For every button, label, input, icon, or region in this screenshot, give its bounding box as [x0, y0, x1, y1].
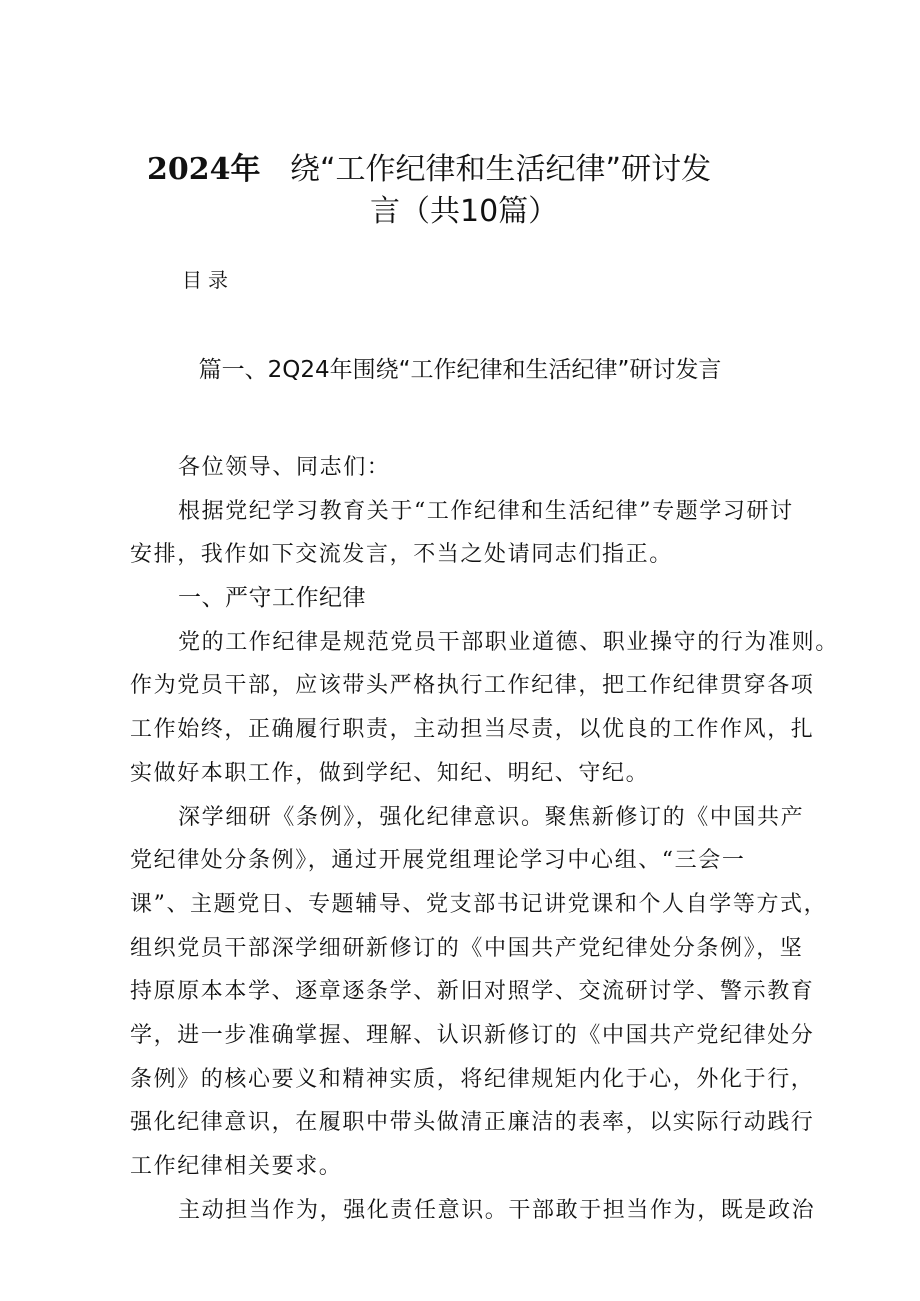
paragraph-line: 党纪律处分条例》，通过开展党组理论学习中心组、“三会一 — [130, 848, 746, 874]
doc-title-line2: 言（共10篇） — [370, 194, 559, 229]
paragraph-line: 党的工作纪律是规范党员干部职业道德、职业操守的行为准则。 — [178, 629, 839, 655]
toc-label: 目录 — [182, 268, 234, 292]
paragraph-line: 根据党纪学习教育关于“工作纪律和生活纪律”专题学习研讨 — [178, 498, 794, 524]
paragraph-line: 安排，我作如下交流发言，不当之处请同志们指正。 — [130, 542, 673, 568]
paragraph-line: 工作纪律相关要求。 — [130, 1154, 343, 1179]
paragraph-line: 组织党员干部深学细研新修订的《中国共产党纪律处分条例》，坚 — [130, 935, 804, 961]
paragraph-line: 条例》的核心要义和精神实质，将纪律规矩内化于心，外化于行， — [130, 1066, 815, 1092]
doc-title-part1: 2024年 — [147, 152, 261, 187]
doc-title-part2: 绕“工作纪律和生活纪律”研讨发 — [290, 152, 712, 187]
paragraph-line: 工作始终，正确履行职责，主动担当尽责，以优良的工作作风，扎 — [130, 717, 815, 743]
paragraph-line: 持原原本本学、逐章逐条学、新旧对照学、交流研讨学、警示教育 — [130, 979, 815, 1005]
body-text — [130, 446, 839, 1232]
paragraph-line: 学，进一步准确掌握、理解、认识新修订的《中国共产党纪律处分 — [130, 1022, 815, 1048]
paragraph-line: 作为党员干部，应该带头严格执行工作纪律，把工作纪律贯穿各项 — [130, 673, 815, 699]
section-heading: 一、严守工作纪律 — [178, 585, 366, 612]
salutation: 各位领导、同志们： — [178, 455, 391, 480]
paragraph-line: 实做好本职工作，做到学纪、知纪、明纪、守纪。 — [130, 760, 650, 786]
paragraph-line: 课”、主题党日、专题辅导、党支部书记讲党课和个人自学等方式， — [130, 891, 828, 917]
paragraph-line: 深学细研《条例》，强化纪律意识。聚焦新修订的《中国共产 — [178, 804, 805, 830]
paragraph-line: 强化纪律意识，在履职中带头做清正廉洁的表率，以实际行动践行 — [130, 1110, 815, 1136]
section-title: 篇一、2Q24年围绕“工作纪律和生活纪律”研讨发言 — [198, 357, 722, 383]
paragraph-line: 主动担当作为，强化责任意识。干部敢于担当作为，既是政治 — [178, 1197, 816, 1223]
